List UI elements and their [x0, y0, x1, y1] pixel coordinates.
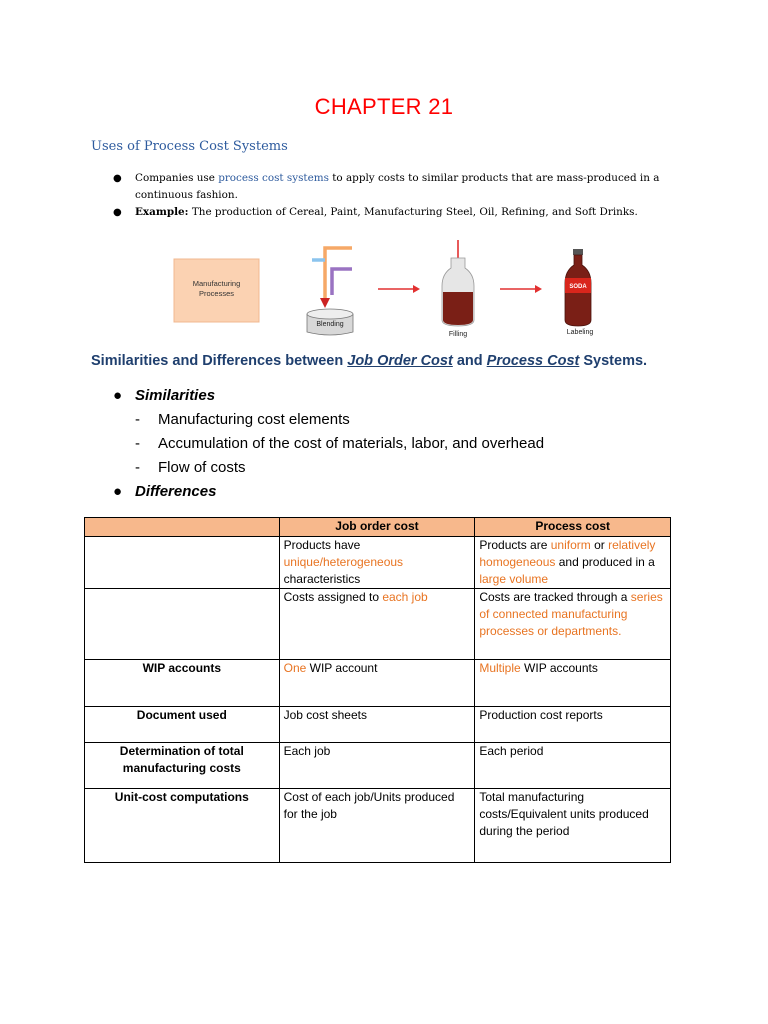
table-row	[85, 743, 671, 789]
cell-highlight: each job	[382, 590, 428, 604]
job-order-cell: Cost of each job/Units produced for the job	[279, 789, 475, 863]
chapter-title: CHAPTER 21	[314, 94, 454, 119]
box-label-line2: Processes	[198, 289, 235, 298]
cell-highlight: One	[283, 661, 307, 675]
list-item	[113, 204, 693, 221]
table-row	[85, 707, 671, 743]
cell-text: and produced in a	[555, 555, 655, 569]
row-label: Document used	[85, 707, 280, 743]
comparison-table	[84, 517, 671, 863]
row-label: WIP accounts	[85, 660, 280, 707]
heading-text: and	[452, 353, 487, 369]
process-cost-cell: Production cost reports	[475, 707, 671, 743]
dash-icon: -	[135, 435, 140, 452]
similarities-label: Similarities	[135, 387, 216, 404]
row-label	[85, 537, 280, 589]
heading-text: Systems.	[579, 353, 648, 369]
differences-label: Differences	[135, 483, 217, 500]
similarities-heading	[113, 387, 544, 411]
cell-highlight: relatively homogeneous	[479, 538, 656, 569]
cell-text: Costs assigned to	[283, 590, 383, 604]
table-header-cell: Job order cost	[279, 518, 475, 537]
list-item	[113, 435, 544, 459]
list-item	[113, 459, 544, 483]
similarity-text: Flow of costs	[158, 459, 246, 476]
table-row	[85, 789, 671, 863]
process-cost-cell	[475, 537, 671, 589]
cell-text: Products have	[283, 538, 361, 552]
cell-text: WIP account	[306, 661, 378, 675]
heading-term-process: Process Cost	[486, 353, 580, 369]
row-label	[85, 589, 280, 660]
process-cost-cell: Total manufacturing costs/Equivalent units produced during the period	[475, 789, 671, 863]
bullet-icon: ●	[113, 483, 123, 500]
job-order-cell	[279, 589, 475, 660]
bullet-label: Example:	[135, 206, 189, 218]
filling-bottle-icon	[442, 240, 474, 326]
dash-icon: -	[135, 459, 140, 476]
table-row	[85, 537, 671, 589]
heading-text: Similarities and Differences between	[91, 353, 348, 369]
bullet-text: to apply costs to similar products that are mass-produced in a continuous fashion.	[135, 172, 660, 201]
cell-highlight: uniform	[550, 538, 591, 552]
step-label-labeling: Labeling	[566, 329, 594, 336]
cell-text: Products are	[479, 538, 551, 552]
row-label: Determination of total manufacturing costs	[85, 743, 280, 789]
cell-text: characteristics	[283, 572, 361, 586]
step-label-filling: Filling	[448, 331, 468, 338]
bullet-icon: ●	[113, 173, 122, 184]
similarity-text: Accumulation of the cost of materials, labor, and overhead	[158, 435, 545, 452]
blending-pipes-icon	[312, 248, 352, 308]
bottle-label: SODA	[569, 284, 587, 290]
dash-icon: -	[135, 411, 140, 428]
table-header-cell	[85, 518, 280, 537]
section-heading-uses: Uses of Process Cost Systems	[91, 139, 288, 154]
table-row	[85, 660, 671, 707]
cell-highlight: series of connected manufacturing processes or departments.	[479, 590, 663, 638]
arrow-right-icon	[500, 285, 542, 293]
cell-text: or	[590, 538, 609, 552]
table-row	[85, 589, 671, 660]
bullet-text: Companies use	[135, 172, 219, 184]
process-cost-cell	[475, 589, 671, 660]
cell-highlight: unique/heterogeneous	[283, 555, 404, 569]
section-heading-comparison	[91, 353, 647, 369]
table-header-cell: Process cost	[475, 518, 671, 537]
uses-bullet-list	[113, 170, 693, 221]
cell-highlight: Multiple	[479, 661, 521, 675]
list-item	[113, 170, 693, 204]
job-order-cell	[279, 537, 475, 589]
row-label: Unit-cost computations	[85, 789, 280, 863]
cell-text: WIP accounts	[520, 661, 598, 675]
process-cost-cell	[475, 660, 671, 707]
process-cost-cell: Each period	[475, 743, 671, 789]
heading-term-job-order: Job Order Cost	[347, 353, 453, 369]
job-order-cell	[279, 660, 475, 707]
table-header-row	[85, 518, 671, 537]
bullet-icon: ●	[113, 207, 122, 218]
cell-text: Costs are tracked through a	[479, 590, 631, 604]
bullet-icon: ●	[113, 387, 123, 404]
cell-highlight: large volume	[479, 572, 549, 586]
process-illustration	[170, 240, 610, 342]
job-order-cell: Job cost sheets	[279, 707, 475, 743]
box-label-line1: Manufacturing	[192, 279, 241, 288]
list-item	[113, 411, 544, 435]
comparison-list	[113, 387, 544, 507]
bullet-text: The production of Cereal, Paint, Manufacturing Steel, Oil, Refining, and Soft Drinks.	[188, 206, 638, 218]
step-label-blending: Blending	[316, 321, 344, 328]
differences-heading	[113, 483, 544, 507]
bullet-highlight: process cost systems	[218, 172, 329, 184]
arrow-right-icon	[378, 285, 420, 293]
job-order-cell: Each job	[279, 743, 475, 789]
similarity-text: Manufacturing cost elements	[158, 411, 350, 428]
